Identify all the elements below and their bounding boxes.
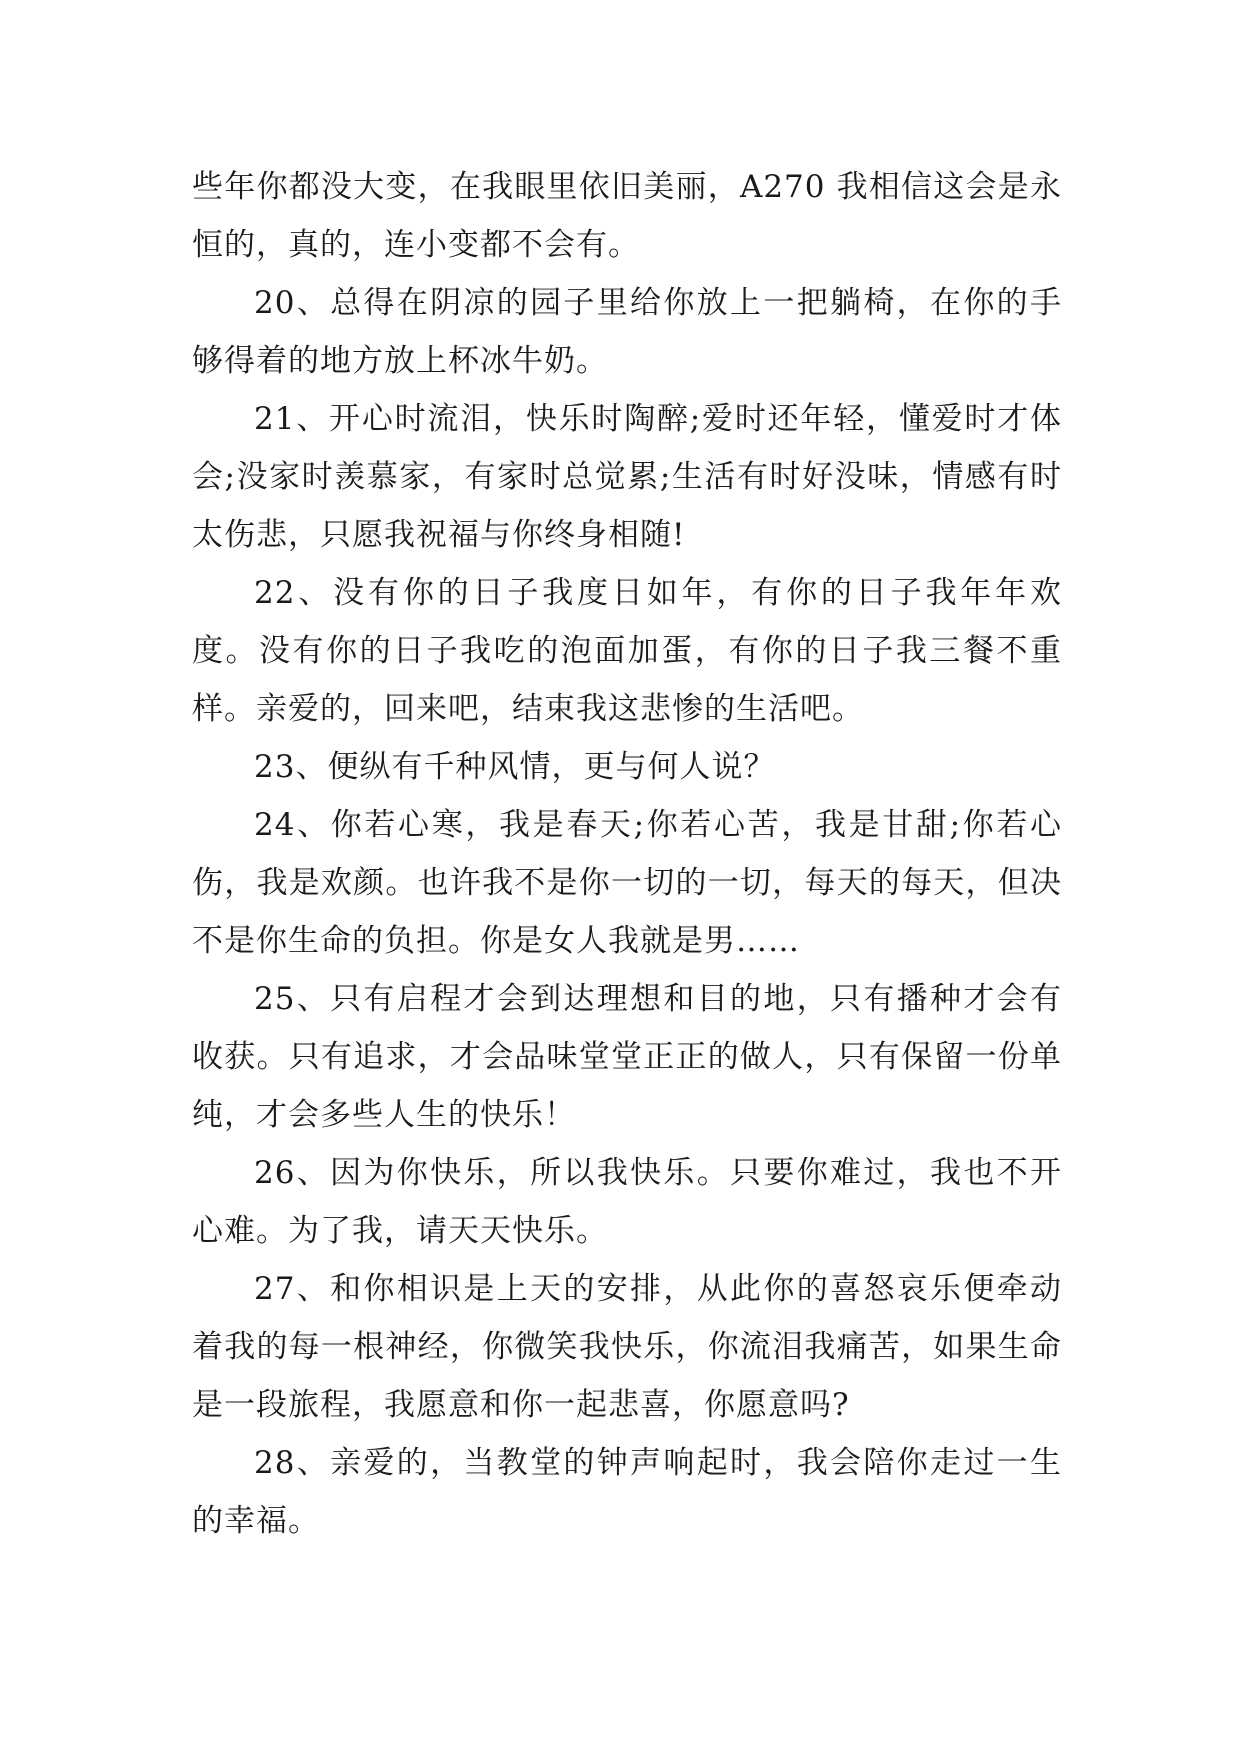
paragraph-23: 23、便纵有千种风情，更与何人说？: [254, 749, 776, 785]
paragraph-20: 20、总得在阴凉的园子里给你放上一把躺椅，在你的手够得着的地方放上杯冰牛奶。: [192, 285, 1062, 379]
paragraph-24: 24、你若心寒，我是春天;你若心苦，我是甘甜;你若心伤，我是欢颜。也许我不是你一切的一切，每天的每天，但决不是你生命的负担。你是女人我就是男……: [192, 807, 1062, 959]
document-body: [192, 158, 1062, 1550]
paragraph-25: 25、只有启程才会到达理想和目的地，只有播种才会有收获。只有追求，才会品味堂堂正正的做人，只有保留一份单纯，才会多些人生的快乐！: [192, 981, 1062, 1133]
paragraph-28: 28、亲爱的，当教堂的钟声响起时，我会陪你走过一生的幸福。: [192, 1445, 1062, 1539]
paragraph-continued: 些年你都没大变，在我眼里依旧美丽，A270 我相信这会是永恒的，真的，连小变都不会有。: [192, 169, 1062, 263]
paragraph-26: 26、因为你快乐，所以我快乐。只要你难过，我也不开心难。为了我，请天天快乐。: [192, 1155, 1062, 1249]
paragraph-21: 21、开心时流泪，快乐时陶醉;爱时还年轻，懂爱时才体会;没家时羡慕家，有家时总觉累;生活有时好没味，情感有时太伤悲，只愿我祝福与你终身相随!: [192, 401, 1062, 553]
paragraph-27: 27、和你相识是上天的安排，从此你的喜怒哀乐便牵动着我的每一根神经，你微笑我快乐，你流泪我痛苦，如果生命是一段旅程，我愿意和你一起悲喜，你愿意吗?: [192, 1271, 1062, 1423]
paragraph-22: 22、没有你的日子我度日如年，有你的日子我年年欢度。没有你的日子我吃的泡面加蛋，有你的日子我三餐不重样。亲爱的，回来吧，结束我这悲惨的生活吧。: [192, 575, 1062, 727]
